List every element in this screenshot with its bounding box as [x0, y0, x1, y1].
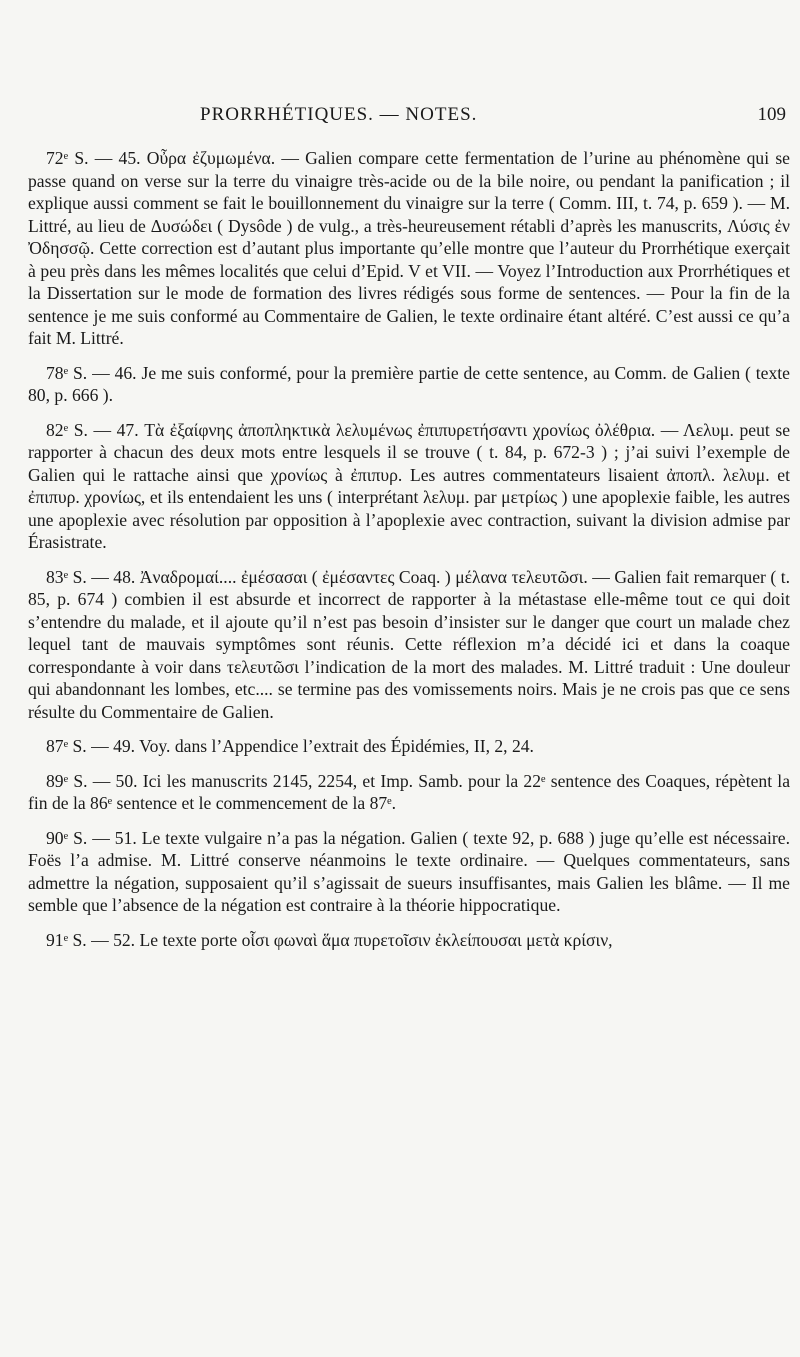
notes-body: [28, 147, 790, 951]
note-reference: 78ᵉ S. — 46.: [46, 362, 137, 383]
page-header: [0, 104, 800, 134]
note-reference: 91ᵉ S. — 52.: [46, 929, 136, 950]
note-91: [28, 929, 790, 952]
note-reference: 89ᵉ S. — 50.: [46, 770, 138, 791]
note-90: [28, 827, 790, 917]
note-text: Je me suis conformé, pour la première partie de cette sentence, au Comm. de Galien ( texte 80, p. 666 ).: [28, 362, 790, 405]
page-number: 109: [757, 104, 786, 125]
note-reference: 72ᵉ S. — 45.: [46, 148, 141, 168]
note-reference: 87ᵉ S. — 49.: [46, 736, 136, 756]
note-text: Τὰ ἐξαίφνης ἀποπληκτικὰ λελυμένως ἐπιπυρετήσαντι χρονίως ὀλέθρια. — Λελυμ. peut se rapporter à chacun des deux mots entre lesquels il se trouve ( t. 84, p. 672-3 ) ; j’ai suivi l’exemple de Galien qui le rattache ainsi que χρονίως à ἐπιπυρ. Les autres commentateurs lisaient ἀποπλ. λελυμ. et ἐπιπυρ. χρονίως, et ils entendaient les uns ( interprétant λελυμ. par μετρίως ) une apoplexie faible, les autres une apoplexie avec résolution par opposition à l’apoplexie avec contraction, suivant la division admise par Érasistrate.: [28, 419, 790, 552]
note-78: [28, 362, 790, 407]
note-text: Voy. dans l’Appendice l’extrait des Épidémies, II, 2, 24.: [139, 736, 534, 756]
note-text: Ἀναδρομαί.... ἐμέσασαι ( ἐμέσαντες Coaq. ) μέλανα τελευτῶσι. — Galien fait remarquer ( t. 85, p. 674 ) combien il est absurde et incorrect de rapporter à la métastase elle-même tout ce qui doit s’entendre du malade, et il ajoute qu’il n’est pas besoin d’insister sur le danger que court un malade chez lequel tant de mauvais symptômes sont réunis. Cette réflexion m’a décidé ici et dans la coaque correspondante à voir dans τελευτῶσι l’indication de la mort des malades. M. Littré traduit : Une douleur qui abandonnant les lombes, etc.... se termine pas des vomissements noirs. Mais je ne crois pas que ce sens résulte du Commentaire de Galien.: [28, 566, 790, 722]
note-reference: 82ᵉ S. — 47.: [46, 419, 139, 440]
note-text: Οὖρα ἐζυμωμένα. — Galien compare cette fermentation de l’urine au phénomène qui se passe quand on verse sur la terre du vinaigre très-acide ou de la bile noire, ou pendant la panification ; il explique aussi comment se fait le bouillonnement du vinaigre sur la terre ( Comm. III, t. 74, p. 659 ). — M. Littré, au lieu de Δυσώδει ( Dysôde ) de vulg., a très-heureusement rétabli d’après les manuscrits, Λύσις ἐν Ὀδησσῷ. Cette correction est d’autant plus importante qu’elle montre que l’auteur du Prorrhétique exerçait à peu près dans les mêmes localités que celui d’Epid. V et VII. — Voyez l’Introduction aux Prorrhétiques et la Dissertation sur le mode de formation des livres rédigés sous forme de sentences. — Pour la fin de la sentence je me suis conformé au Commentaire de Galien, le texte ordinaire étant altéré. C’est aussi ce qu’a fait M. Littré.: [28, 148, 790, 348]
note-82: [28, 419, 790, 554]
note-reference: 83ᵉ S. — 48.: [46, 566, 136, 587]
note-text: Le texte porte οἷσι φωναὶ ἅμα πυρετοῖσιν ἐκλείπουσαι μετὰ κρίσιν,: [139, 929, 613, 950]
note-72: [28, 147, 790, 350]
note-87: [28, 735, 790, 758]
note-89: [28, 770, 790, 815]
note-text: Ici les manuscrits 2145, 2254, et Imp. Samb. pour la 22ᵉ sentence des Coaques, répètent la fin de la 86ᵉ sentence et le commencement de la 87ᵉ.: [28, 770, 790, 813]
note-83: [28, 566, 790, 724]
note-reference: 90ᵉ S. — 51.: [46, 827, 137, 848]
running-title: PRORRHÉTIQUES. — NOTES.: [200, 104, 478, 125]
note-text: Le texte vulgaire n’a pas la négation. Galien ( texte 92, p. 688 ) juge qu’elle est nécessaire. Foës l’a admise. M. Littré conserve néanmoins le texte ordinaire. — Quelques commentateurs, sans admettre la négation, supposaient qu’il s’agissait de sueurs insuffisantes, mais Galien les blâme. — Il me semble que l’absence de la négation est contraire à la théorie hippocratique.: [28, 827, 790, 915]
